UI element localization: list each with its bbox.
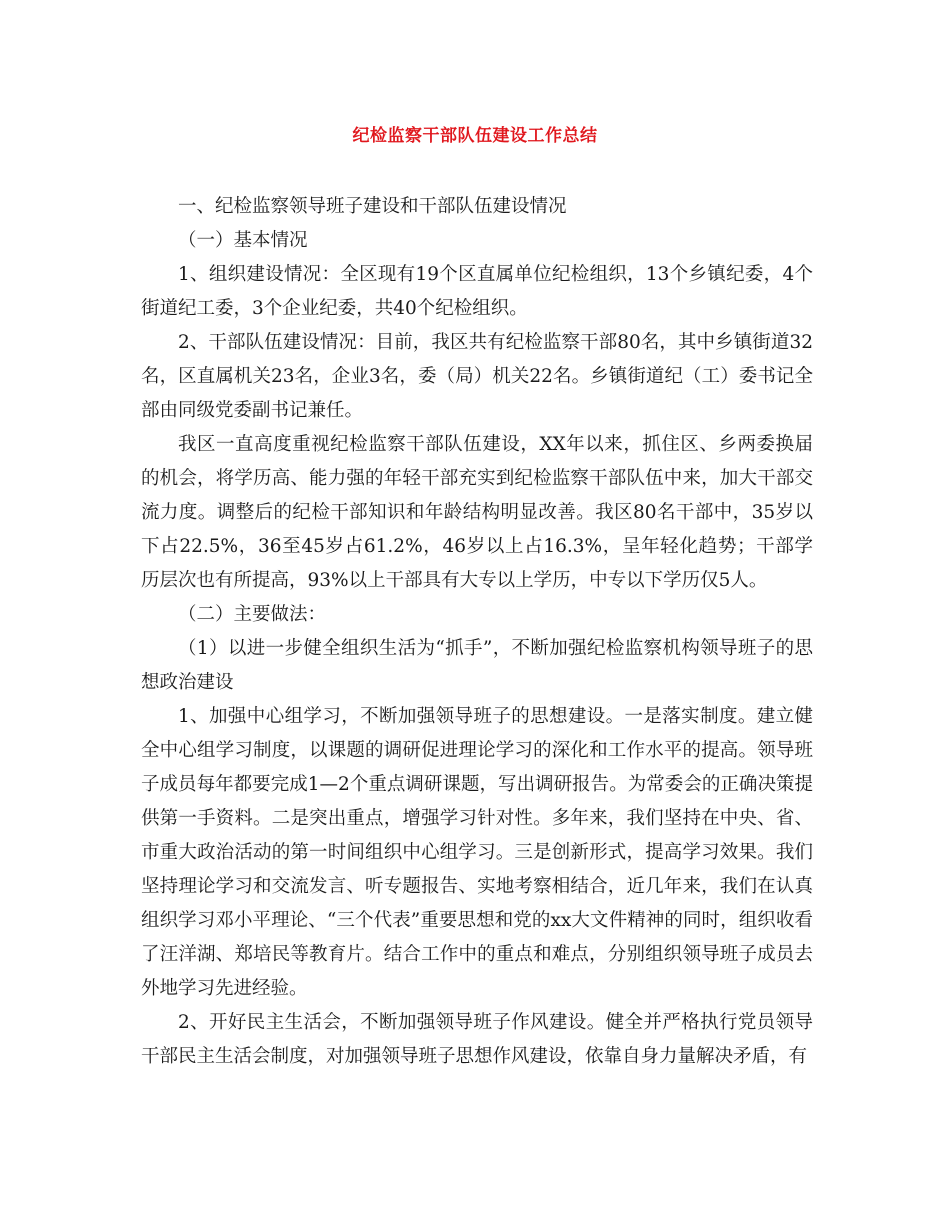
document-title: 纪检监察干部队伍建设工作总结 (352, 126, 598, 146)
body-paragraph: 1、组织建设情况：全区现有19个区直属单位纪检组织，13个乡镇纪委，4个街道纪工委，3个企业纪委，共40个纪检组织。 (141, 264, 813, 319)
document-body (141, 190, 813, 1074)
body-paragraph: 2、干部队伍建设情况：目前，我区共有纪检监察干部80名，其中乡镇街道32名，区直属机关23名，企业3名，委（局）机关22名。乡镇街道纪（工）委书记全部由同级党委副书记兼任。 (141, 332, 813, 421)
item-heading: （1）以进一步健全组织生活为“抓手”，不断加强纪检监察机构领导班子的思想政治建设 (141, 638, 813, 693)
subsection-heading: （二）主要做法： (178, 604, 327, 625)
body-paragraph: 2、开好民主生活会，不断加强领导班子作风建设。健全并严格执行党员领导干部民主生活会制度，对加强领导班子思想作风建设，依靠自身力量解决矛盾，有 (141, 1012, 813, 1067)
subsection-heading: （一）基本情况 (178, 230, 308, 251)
section-heading: 一、纪检监察领导班子建设和干部队伍建设情况 (178, 196, 567, 217)
body-paragraph: 1、加强中心组学习，不断加强领导班子的思想建设。一是落实制度。建立健全中心组学习制度，以课题的调研促进理论学习的深化和工作水平的提高。领导班子成员每年都要完成1—2个重点调研课题，写出调研报告。为常委会的正确决策提供第一手资料。二是突出重点，增强学习针对性。多年来，我们坚持在中央、省、市重大政治活动的第一时间组织中心组学习。三是创新形式，提高学习效果。我们坚持理论学习和交流发言、听专题报告、实地考察相结合，近几年来，我们在认真组织学习邓小平理论、“三个代表”重要思想和党的xx大文件精神的同时，组织收看了汪洋湖、郑培民等教育片。结合工作中的重点和难点，分别组织领导班子成员去外地学习先进经验。 (141, 706, 813, 999)
body-paragraph: 我区一直高度重视纪检监察干部队伍建设，XX年以来，抓住区、乡两委换届的机会，将学历高、能力强的年轻干部充实到纪检监察干部队伍中来，加大干部交流力度。调整后的纪检干部知识和年龄结构明显改善。我区80名干部中，35岁以下占22.5%，36至45岁占61.2%，46岁以上占16.3%，呈年轻化趋势；干部学历层次也有所提高，93%以上干部具有大专以上学历，中专以下学历仅5人。 (141, 434, 813, 591)
